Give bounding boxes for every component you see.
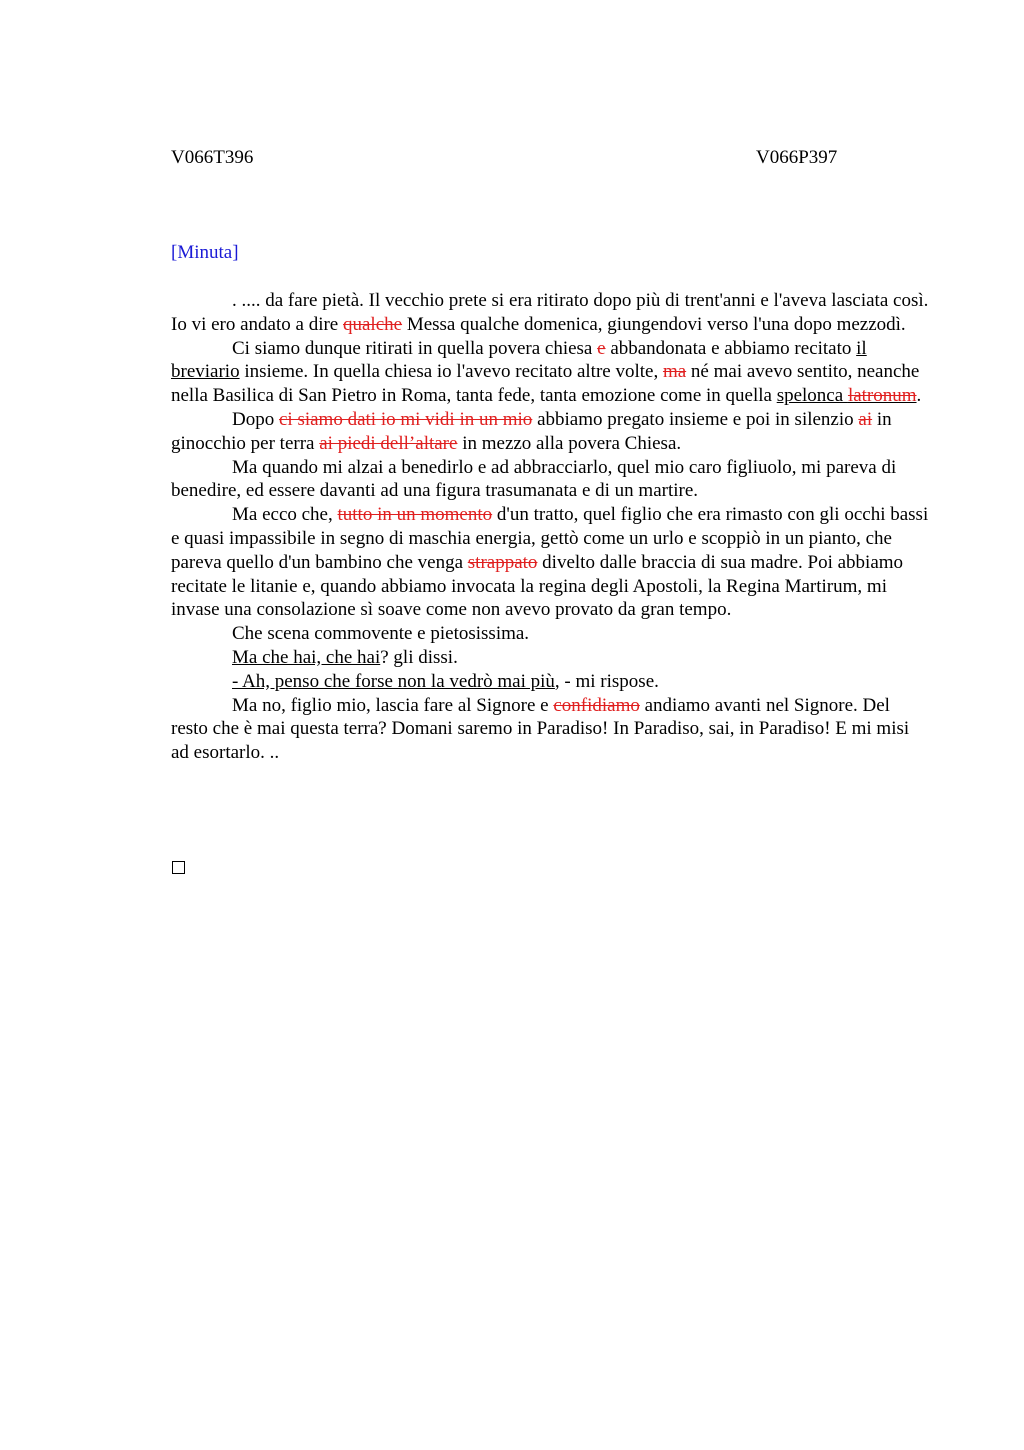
deleted-word: qualche: [342, 313, 403, 335]
underlined-word: spelonca: [776, 385, 848, 407]
text-run: abbiamo pregato insieme e poi in silenzio: [532, 408, 859, 430]
text-run: Messa qualche domenica, giungendovi verso l'una dopo mezzodì.: [402, 313, 906, 335]
text-run: ? gli dissi.: [380, 646, 458, 668]
paragraph-1: [171, 289, 931, 337]
paragraph-4: [171, 456, 931, 504]
text-run: , - mi rispose.: [554, 670, 659, 692]
text-run: Ma no, figlio mio, lascia fare al Signore e: [232, 694, 554, 716]
letter-body: [171, 289, 931, 765]
document-code-right: V066P397: [756, 147, 838, 168]
paragraph-3: [171, 408, 931, 456]
text-run: né mai avevo sentito, neanche nella Basilica di San Pietro in Roma, tanta fede, tanta emozione come in quella: [171, 361, 920, 407]
underlined-text: il breviario: [171, 337, 867, 383]
text-run: Che scena commovente e pietosissima.: [232, 623, 530, 645]
deleted-phrase: tutto in un momento: [337, 504, 493, 526]
deleted-phrase: ai piedi dell’altare: [319, 432, 458, 454]
text-run: in mezzo alla povera Chiesa.: [457, 432, 682, 454]
deleted-word: ai: [858, 408, 873, 430]
text-run: d'un tratto, quel figlio che era rimasto con gli occhi bassi e quasi impassibile in segno di maschia energia, gettò come un urlo e scoppiò in un pianto, che pareva quello d'un bambino che venga: [171, 504, 929, 573]
deleted-word: confidiamo: [553, 694, 640, 716]
deleted-word: ma: [662, 361, 687, 383]
text-run: abbandonata e abbiamo recitato: [605, 337, 857, 359]
text-run: . .... da fare pietà. Il vecchio prete si era ritirato dopo più di trent'anni e l'aveva lasciata così. Io vi ero andato a dire: [171, 290, 929, 335]
paragraph-7: [171, 646, 931, 670]
text-run: .: [916, 385, 922, 407]
empty-square-icon: [172, 861, 185, 874]
text-run: Ma ecco che,: [232, 504, 338, 526]
text-run: Dopo: [232, 408, 279, 430]
underlined-text: [777, 385, 917, 406]
text-run: divelto dalle braccia di sua madre. Poi abbiamo recitate le litanie e, quando abbiamo invocata la regina degli Apostoli, la Regina Martirum, mi invase una consolazione sì soave come non avevo provato da gran tempo.: [171, 551, 904, 621]
text-run: in ginocchio per terra: [171, 408, 892, 454]
deleted-word: latronum: [847, 385, 917, 407]
underlined-text: - Ah, penso che forse non la vedrò mai più: [232, 670, 555, 692]
text-run: andiamo avanti nel Signore. Del resto che è mai questa terra? Domani saremo in Paradiso! In Paradiso, sai, in Paradiso! E mi misi ad esortarlo. ..: [171, 694, 910, 764]
paragraph-2: [171, 337, 931, 408]
deleted-word: strappato: [467, 551, 538, 573]
deleted-word: e: [597, 337, 606, 359]
document-code-left: V066T396: [171, 147, 254, 168]
paragraph-9: [171, 694, 931, 765]
text-run: Ci siamo dunque ritirati in quella povera chiesa: [232, 337, 598, 359]
underlined-text: Ma che hai, che hai: [232, 646, 381, 668]
paragraph-5: [171, 503, 931, 622]
paragraph-6: [171, 622, 931, 646]
deleted-phrase: ci siamo dati io mi vidi in un mio: [278, 408, 533, 430]
draft-label: [Minuta]: [171, 242, 239, 263]
text-run: Ma quando mi alzai a benedirlo e ad abbracciarlo, quel mio caro figliuolo, mi pareva di benedire, ed essere davanti ad una figura trasumanata e di un martire.: [171, 456, 897, 502]
paragraph-8: [171, 670, 931, 694]
text-run: insieme. In quella chiesa io l'avevo recitato altre volte,: [239, 361, 663, 383]
